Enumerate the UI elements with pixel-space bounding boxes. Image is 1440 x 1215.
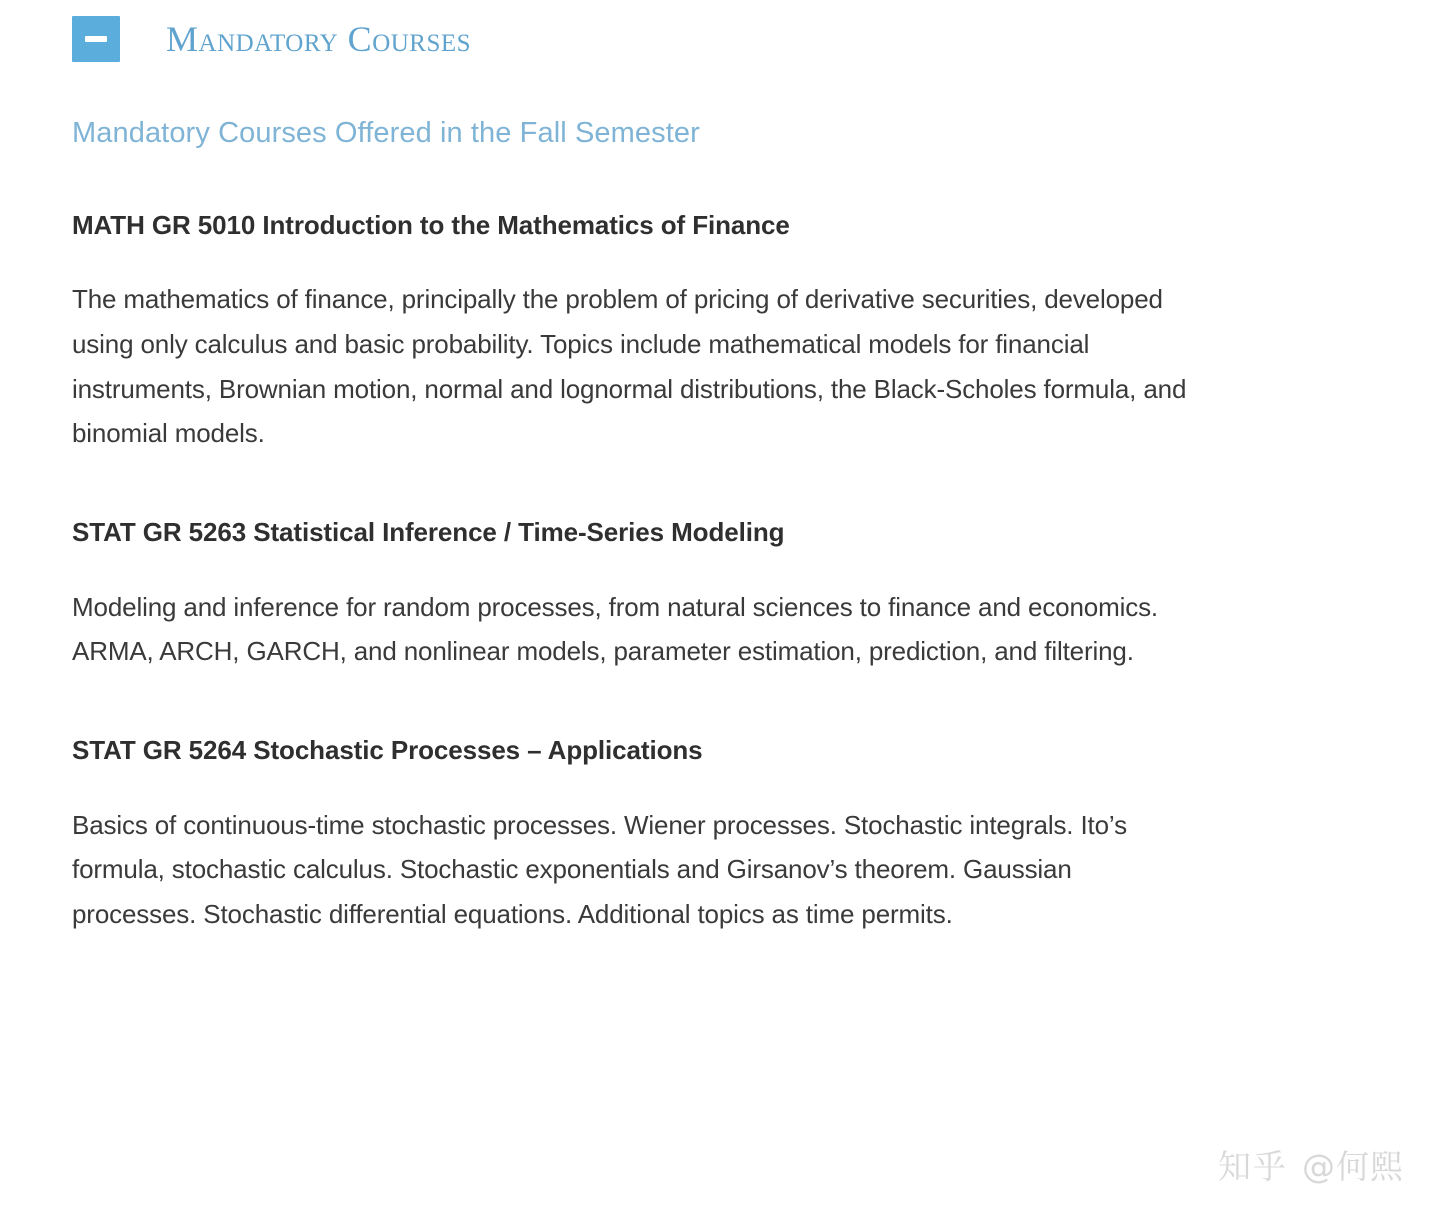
minus-icon [85,36,107,42]
course-title: MATH GR 5010 Introduction to the Mathematics of Finance [72,209,790,240]
course-block [72,674,1200,937]
course-block [72,151,1200,456]
page-title: Mandatory Courses [166,19,472,59]
semester-subtitle: Mandatory Courses Offered in the Fall Semester [72,117,700,149]
watermark [1218,1147,1404,1186]
course-description: Modeling and inference for random processes, from natural sciences to finance and economics. ARMA, ARCH, GARCH, and nonlinear models, parameter estimation, prediction, and filtering. [72,591,1159,667]
content-area [0,64,1320,937]
course-title: STAT GR 5263 Statistical Inference / Time-Series Modeling [72,517,785,548]
course-title: STAT GR 5264 Stochastic Processes – Applications [72,735,703,766]
course-block [72,456,1200,674]
section-header [0,0,1440,64]
course-description: Basics of continuous-time stochastic processes. Wiener processes. Stochastic integrals. Ito’s formula, stochastic calculus. Stochastic exponentials and Girsanov’s theorem. Gaussian processes. Stochastic differential equations. Additional topics as time permits. [72,809,1127,930]
watermark-logo: 知乎 [1218,1147,1288,1186]
collapse-toggle-button[interactable] [72,16,120,62]
course-description: The mathematics of finance, principally the problem of pricing of derivative securities, developed using only calculus and basic probability. Topics include mathematical models for financial instruments, Brownian motion, normal and lognormal distributions, the Black-Scholes formula, and binomial models. [72,284,1187,449]
watermark-username: @何熙 [1302,1147,1404,1186]
